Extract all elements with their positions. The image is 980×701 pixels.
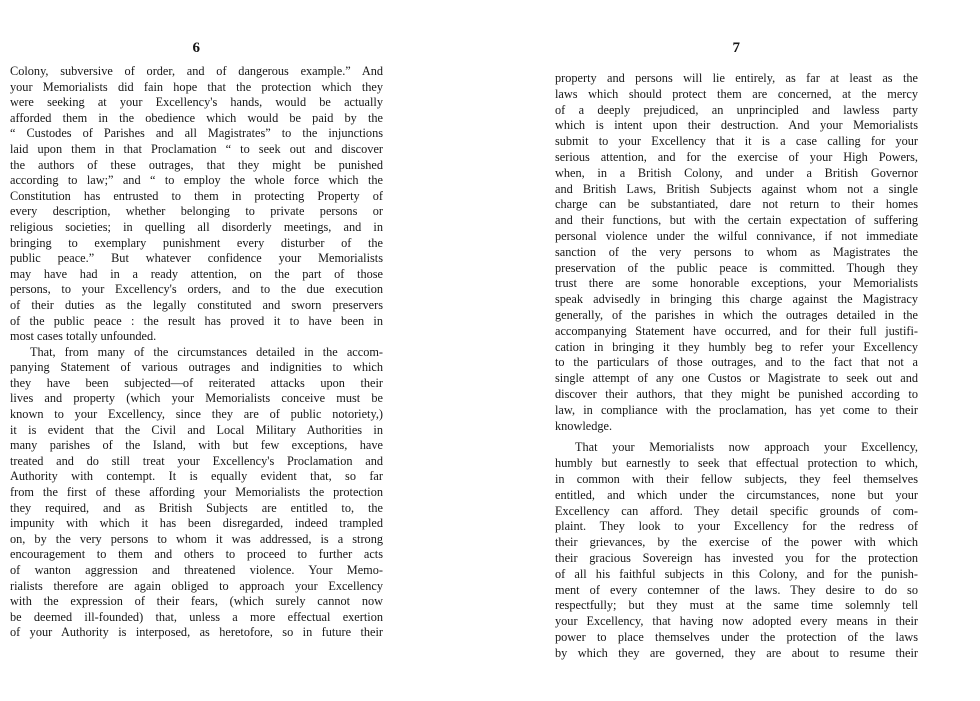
text-line: generally, of the parishes in which the outrages detailed in the xyxy=(555,307,918,322)
paragraph-start-line: That, from many of the circumstances detailed in the accom- xyxy=(30,344,383,359)
text-line: on, by the very persons to whom it was addressed, is a strong xyxy=(10,531,383,546)
text-line: be deemed ill-founded) that, unless a more effectual exertion xyxy=(10,609,383,624)
text-line: impunity with which it has been disregarded, indeed trampled xyxy=(10,516,383,531)
text-line: treated and do still treat your Excellency's Proclamation and xyxy=(10,453,383,468)
text-line: lives and property (which your Memorialists conceive must be xyxy=(10,391,383,406)
text-line: and British Laws, British Subjects against whom not a single xyxy=(555,181,918,196)
text-line: of all his faithful subjects in this Colony, and for the punish- xyxy=(555,566,918,581)
text-line: submit to your Excellency that it is a case calling for your xyxy=(555,134,918,149)
text-line: with the expression of their fears, (which surely cannot now xyxy=(10,594,383,609)
text-line: accompanying Statement have occurred, and for their full justifi- xyxy=(555,323,918,338)
text-line: their grievances, by the exercise of the power with which xyxy=(555,535,918,550)
text-line: your Memorialists did fain hope that the protection which they xyxy=(10,79,383,94)
text-line: laws which should protect them are concerned, at the mercy xyxy=(555,86,918,101)
text-line: property and persons will lie entirely, as far at least as the xyxy=(555,71,918,85)
text-line: respectfully; but they must at the same time solemnly tell xyxy=(555,598,918,613)
text-line: cation in bringing it they humbly beg to refer your Excellency xyxy=(555,339,918,354)
text-line: every description, whether belonging to private persons or xyxy=(10,204,383,219)
text-line: by which they are governed, they are about to resume their xyxy=(555,645,918,660)
text-line: Authority with contempt. It is equally evident that, so far xyxy=(10,469,383,484)
text-line: religious societies; in quelling all disorderly meetings, and in xyxy=(10,219,383,234)
text-line: power to place themselves under the protection of the laws xyxy=(555,629,918,644)
page-number: 7 xyxy=(732,40,741,56)
text-line: and their functions, but with the certain expectation of suffering xyxy=(555,213,918,228)
text-line: charge can be substantiated, dare not return to their homes xyxy=(555,197,918,212)
paragraph-end-line: knowledge. xyxy=(555,418,613,433)
text-line: many parishes of the Island, with but few exceptions, have xyxy=(10,438,383,453)
text-line: trust there are some honorable exceptions, your Memorialists xyxy=(555,276,918,291)
text-line: discover their authors, that they might be punished according to xyxy=(555,386,918,401)
text-line: afforded them in the obedience which would be paid by the xyxy=(10,110,383,125)
text-line: humbly but earnestly to seek that effectual protection to which, xyxy=(555,456,918,471)
text-line: public peace.” But whatever confidence your Memorialists xyxy=(10,251,383,266)
text-line: the authors of these outrages, that they might be punished xyxy=(10,157,383,172)
text-line: of their duties as the legally constituted and sworn preservers xyxy=(10,297,383,312)
text-line: of the public peace : the result has proved it to have been in xyxy=(10,313,383,328)
text-line: law, in compliance with the proclamation, has yet come to their xyxy=(555,402,918,417)
text-line: may have had in a ready attention, on the part of those xyxy=(10,266,383,281)
paragraph-start-line: That your Memorialists now approach your Excellency, xyxy=(575,440,918,455)
text-line: entitled, and which under the circumstances, none but your xyxy=(555,487,918,502)
text-line: known to your Excellency, since they are of public notoriety,) xyxy=(10,407,383,422)
text-line: plaint. They look to your Excellency for the redress of xyxy=(555,519,918,534)
text-line: encouragement to them and others to proceed to further acts xyxy=(10,547,383,562)
text-line: rialists therefore are again obliged to approach your Excellency xyxy=(10,578,383,593)
text-line: were seeking at your Excellency's hands, would be actually xyxy=(10,95,383,110)
text-column xyxy=(10,64,383,641)
text-line: serious attention, and for the exercise of your High Powers, xyxy=(555,149,918,164)
paragraph-end-line: most cases totally unfounded. xyxy=(10,329,157,344)
text-line: Constitution has entrusted to them in protecting Property of xyxy=(10,188,383,203)
text-line: persons, to your Excellency's orders, and to the due execution xyxy=(10,282,383,297)
text-line: from the first of these affording your Memorialists the protection xyxy=(10,485,383,500)
text-line: “ Custodes of Parishes and all Magistrates” to the injunctions xyxy=(10,126,383,141)
text-line: of a deeply prejudiced, an unprincipled and lawless party xyxy=(555,102,918,117)
page-number: 6 xyxy=(192,40,201,56)
text-line: it is evident that the Civil and Local Military Authorities in xyxy=(10,422,383,437)
text-line: single attempt of any one Custos or Magistrate to seek out and xyxy=(555,371,918,386)
text-column xyxy=(555,71,918,661)
text-line: bringing to exemplary punishment every disturber of the xyxy=(10,235,383,250)
text-line: laid upon them in that Proclamation “ to seek out and discover xyxy=(10,141,383,156)
text-line: of your Authority is interposed, as heretofore, so in future their xyxy=(10,625,383,640)
text-line: in common with their fellow subjects, they feel themselves xyxy=(555,471,918,486)
text-line: sanction of the very persons to whom as Magistrates the xyxy=(555,244,918,259)
text-line: they have been subjected—of reiterated attacks upon their xyxy=(10,375,383,390)
text-line: according to law;” and “ to employ the whole force which the xyxy=(10,173,383,188)
text-line: which is intent upon their destruction. And your Memorialists xyxy=(555,118,918,133)
text-line: your Excellency, that having now adopted every means in their xyxy=(555,614,918,629)
text-line: Colony, subversive of order, and of dangerous example.” And xyxy=(10,64,383,78)
text-line: they required, and as British Subjects are entitled to, the xyxy=(10,500,383,515)
text-line: their gracious Sovereign has invested you for the protection xyxy=(555,550,918,565)
text-line: ment of every contemner of the laws. They desire to do so xyxy=(555,582,918,597)
text-line: Excellency can afford. They detail specific grounds of com- xyxy=(555,503,918,518)
text-line: panying Statement of various outrages and indignities to which xyxy=(10,360,383,375)
text-line: personal violence under the wilful connivance, if not immediate xyxy=(555,228,918,243)
text-line: speak advisedly in bringing this charge against the Magistracy xyxy=(555,292,918,307)
text-line: to the particulars of those outrages, and to the fact that not a xyxy=(555,355,918,370)
text-line: when, in a British Colony, and under a British Governor xyxy=(555,165,918,180)
text-line: of wanton aggression and threatened violence. Your Memo- xyxy=(10,563,383,577)
text-line: preservation of the public peace is committed. Though they xyxy=(555,260,918,275)
